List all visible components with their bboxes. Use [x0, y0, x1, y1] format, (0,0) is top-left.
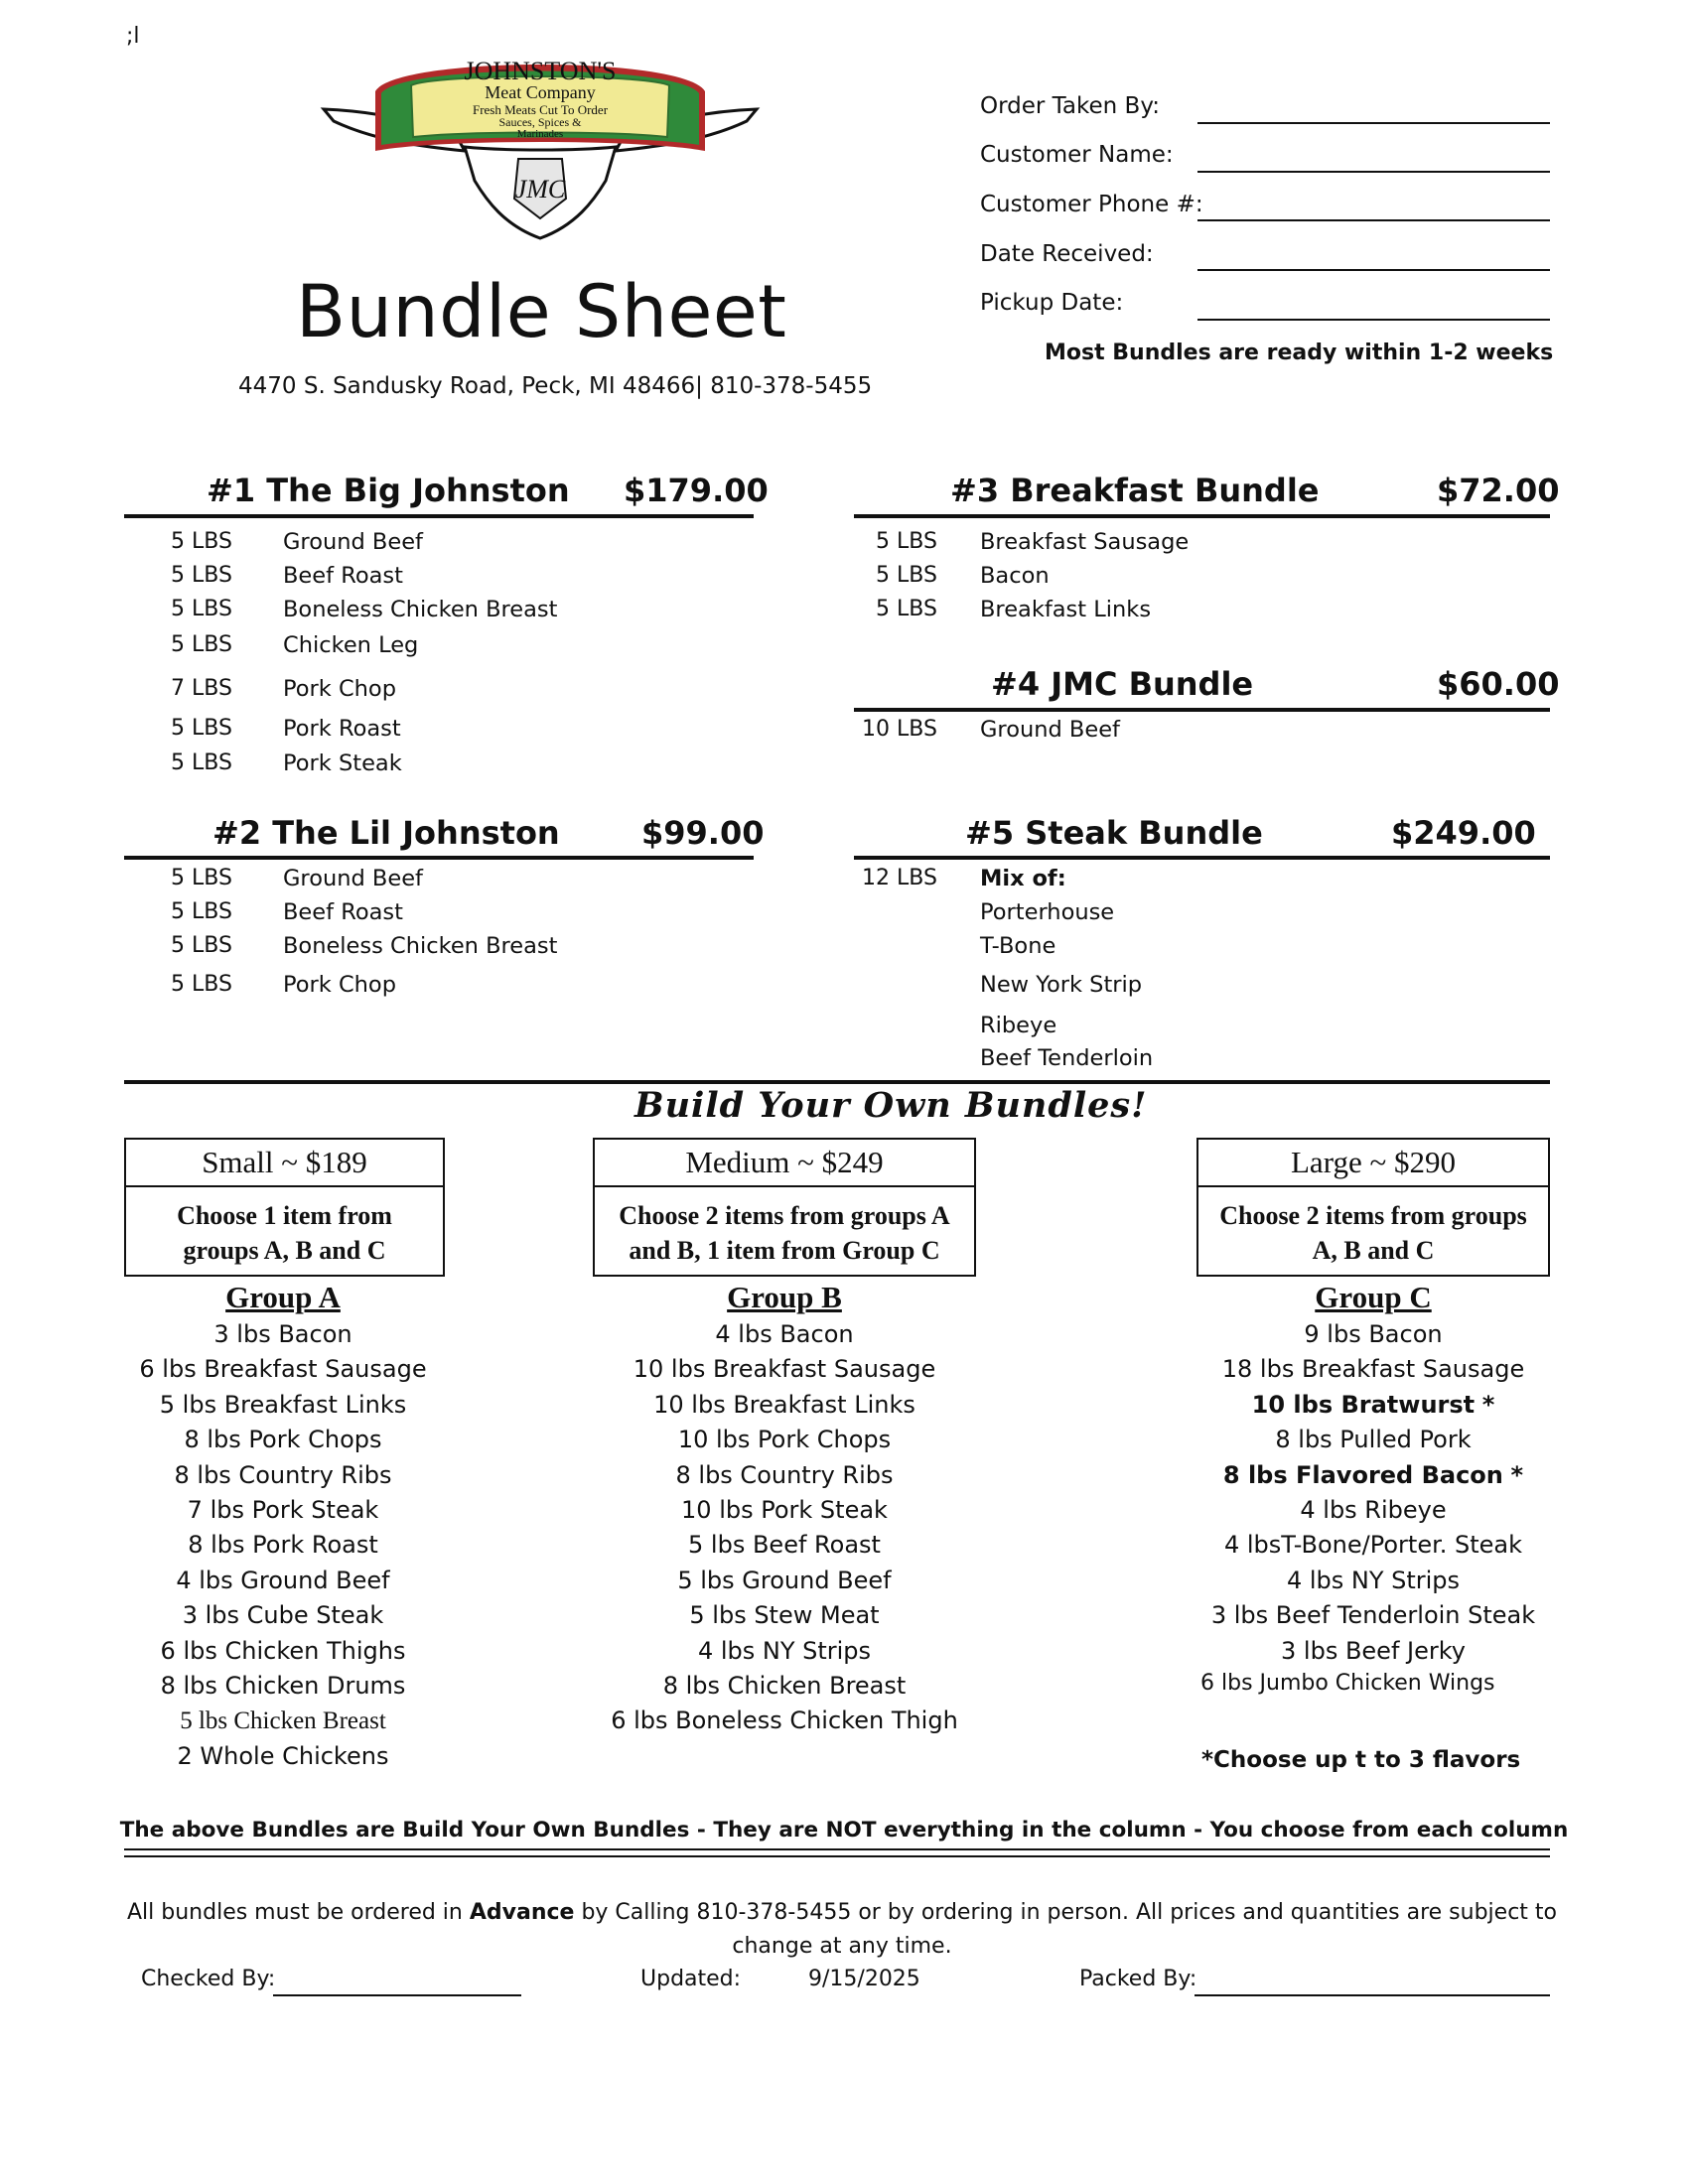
group-c-list [1185, 1317, 1562, 1699]
bundle-3-item: Breakfast Links [980, 597, 1152, 622]
checked-by-field[interactable] [273, 1994, 521, 1996]
group-b-list [586, 1317, 983, 1739]
logo-line-5: Marinades [516, 128, 564, 140]
size-small-rule [126, 1187, 443, 1268]
pickup-date-field[interactable] [1197, 319, 1550, 321]
bundle-1-name: #1 The Big Johnston [207, 472, 570, 509]
list-item: 8 lbs Chicken Drums [160, 1672, 406, 1701]
size-small-rule-line: Choose 1 item from [177, 1201, 392, 1230]
list-item-bold [1185, 1388, 1562, 1423]
bundle-3-qty: 5 LBS [876, 597, 937, 621]
bundle-2-item: Beef Roast [283, 899, 403, 925]
size-small-rule-line: groups A, B and C [183, 1236, 386, 1265]
pickup-date-label: Pickup Date: [980, 290, 1124, 316]
bundle-5-name: #5 Steak Bundle [965, 814, 1263, 852]
list-item-bold [1185, 1458, 1562, 1493]
list-item: 8 lbs Pork Chops [184, 1426, 382, 1454]
list-item: 9 lbs Bacon [1304, 1320, 1443, 1348]
packed-by-field[interactable] [1195, 1994, 1550, 1996]
order-taken-by-field[interactable] [1197, 122, 1550, 124]
list-item: 4 lbsT-Bone/Porter. Steak [1223, 1531, 1523, 1560]
list-item: 5 lbs Stew Meat [689, 1601, 880, 1630]
double-rule-top [124, 1848, 1550, 1850]
bundle-5-item: Ribeye [980, 1013, 1057, 1038]
page-title: Bundle Sheet [296, 270, 787, 354]
size-medium-box [593, 1138, 976, 1277]
section-divider [124, 1080, 1550, 1084]
updated-label: Updated: [640, 1967, 742, 1991]
bundle-2-item: Pork Chop [283, 972, 396, 998]
ready-note: Most Bundles are ready within 1-2 weeks [1045, 341, 1554, 365]
bundle-3-qty: 5 LBS [876, 563, 937, 588]
list-item: 5 lbs Ground Beef [677, 1566, 892, 1594]
group-b-title: Group B [727, 1280, 842, 1314]
policy-text-1: All bundles must be ordered in [127, 1900, 470, 1925]
bundle-3-rule [854, 514, 1550, 518]
flavor-asterisk: * [1510, 1460, 1524, 1489]
list-item: 2 Whole Chickens [177, 1741, 389, 1770]
list-item: 5 lbs Beef Roast [688, 1531, 881, 1560]
bundle-1-rule [124, 514, 754, 518]
list-item: 8 lbs Country Ribs [174, 1460, 392, 1489]
bundle-3-item: Bacon [980, 563, 1050, 589]
bundle-1-item: Ground Beef [283, 529, 423, 555]
bundle-3-item: Breakfast Sausage [980, 529, 1190, 555]
bundle-2-price: $99.00 [641, 814, 765, 852]
bundle-1-qty: 5 LBS [171, 716, 232, 741]
policy-advance: Advance [469, 1900, 575, 1925]
size-medium-rule-line: and B, 1 item from Group C [629, 1236, 940, 1265]
bundle-2-rule [124, 856, 754, 860]
bundle-2-qty: 5 LBS [171, 972, 232, 997]
customer-name-label: Customer Name: [980, 142, 1174, 168]
bundle-2-item: Boneless Chicken Breast [283, 933, 558, 959]
bundle-1-item: Pork Roast [283, 716, 401, 742]
size-medium-name: Medium ~ $249 [595, 1140, 974, 1187]
bundle-2-qty: 5 LBS [171, 866, 232, 890]
double-rule-bottom [124, 1855, 1550, 1857]
list-item: 6 lbs Jumbo Chicken Wings [1200, 1671, 1495, 1697]
list-item: 3 lbs Beef Jerky [1281, 1636, 1466, 1665]
size-medium-rule [595, 1187, 974, 1268]
flavor-footnote: *Choose up t to 3 flavors [1201, 1747, 1521, 1773]
bundle-3-qty: 5 LBS [876, 529, 937, 554]
list-item: 8 lbs Country Ribs [675, 1460, 894, 1489]
bundle-4-item: Ground Beef [980, 717, 1120, 743]
bundle-1-item: Pork Chop [283, 676, 396, 702]
list-item: 10 lbs Pork Steak [681, 1496, 888, 1525]
size-large-rule [1198, 1187, 1548, 1268]
bundle-1-qty: 5 LBS [171, 751, 232, 775]
customer-phone-label: Customer Phone #: [980, 192, 1203, 217]
bundle-4-name: #4 JMC Bundle [991, 665, 1254, 703]
bundle-5-qty: 12 LBS [862, 866, 937, 890]
size-large-name: Large ~ $290 [1198, 1140, 1548, 1187]
bundle-4-rule [854, 708, 1550, 712]
size-small-box [124, 1138, 445, 1277]
list-item: 6 lbs Chicken Thighs [160, 1636, 406, 1665]
bundle-1-qty: 5 LBS [171, 632, 232, 657]
corner-mark: ;l [126, 24, 140, 49]
bundle-1-price: $179.00 [624, 472, 769, 509]
list-item: 4 lbs NY Strips [697, 1636, 872, 1665]
bundle-5-item: T-Bone [980, 933, 1056, 959]
customer-name-field[interactable] [1197, 171, 1550, 173]
ordering-policy [127, 1896, 1557, 1964]
bundle-5-item: Beef Tenderloin [980, 1045, 1154, 1071]
list-item: 7 lbs Pork Steak [187, 1496, 379, 1525]
list-item: 4 lbs Ground Beef [176, 1566, 390, 1594]
bundle-1-qty: 5 LBS [171, 563, 232, 588]
list-item: 8 lbs Pork Roast [188, 1531, 378, 1560]
size-medium-rule-line: Choose 2 items from groups A [619, 1201, 950, 1230]
size-large-rule-line: Choose 2 items from groups [1219, 1201, 1527, 1230]
date-received-label: Date Received: [980, 241, 1154, 267]
list-item: 6 lbs Breakfast Sausage [139, 1355, 427, 1384]
updated-date: 9/15/2025 [808, 1967, 920, 1991]
list-item: 8 lbs Pulled Pork [1275, 1426, 1472, 1454]
flavor-asterisk: * [1481, 1390, 1495, 1419]
order-taken-by-label: Order Taken By: [980, 93, 1161, 119]
logo-line-2: Meat Company [485, 82, 596, 102]
list-item: 10 lbs Pork Chops [677, 1426, 892, 1454]
size-large-box [1196, 1138, 1550, 1277]
list-item: 3 lbs Bacon [213, 1320, 352, 1348]
list-item: 4 lbs NY Strips [1286, 1566, 1461, 1594]
packed-by-label: Packed By: [1079, 1967, 1197, 1991]
bundle-1-item: Boneless Chicken Breast [283, 597, 558, 622]
bundle-5-item: Porterhouse [980, 899, 1115, 925]
list-item: 3 lbs Beef Tenderloin Steak [1210, 1601, 1536, 1630]
size-large-rule-line: A, B and C [1312, 1236, 1435, 1265]
bundle-2-qty: 5 LBS [171, 899, 232, 924]
list-item: 5 lbs Chicken Breast [180, 1707, 386, 1735]
date-received-field[interactable] [1197, 269, 1550, 271]
bundle-5-price: $249.00 [1391, 814, 1536, 852]
list-item: 4 lbs Ribeye [1300, 1496, 1447, 1525]
bratwurst-label: 10 lbs Bratwurst [1251, 1390, 1476, 1419]
bundle-1-item: Chicken Leg [283, 632, 419, 658]
group-c-title: Group C [1315, 1280, 1432, 1314]
bundle-5-mix-label: Mix of: [980, 866, 1066, 891]
bundle-1-item: Beef Roast [283, 563, 403, 589]
list-item: 6 lbs Boneless Chicken Thigh [611, 1706, 958, 1735]
bundle-1-qty: 5 LBS [171, 597, 232, 621]
list-item: 3 lbs Cube Steak [182, 1601, 384, 1630]
bundle-3-name: #3 Breakfast Bundle [950, 472, 1320, 509]
customer-phone-field[interactable] [1197, 219, 1550, 221]
bundle-4-qty: 10 LBS [862, 717, 937, 742]
list-item: 5 lbs Breakfast Links [159, 1390, 407, 1419]
size-small-name: Small ~ $189 [126, 1140, 443, 1187]
group-a-list [109, 1317, 457, 1774]
bundle-1-qty: 7 LBS [171, 676, 232, 701]
company-logo [316, 52, 765, 250]
logo-line-3: Fresh Meats Cut To Order [472, 102, 609, 117]
bundle-4-price: $60.00 [1437, 665, 1560, 703]
list-item: 8 lbs Chicken Breast [662, 1672, 907, 1701]
bundle-2-name: #2 The Lil Johnston [212, 814, 560, 852]
bundle-2-qty: 5 LBS [171, 933, 232, 958]
bundle-1-qty: 5 LBS [171, 529, 232, 554]
list-item: 4 lbs Bacon [715, 1320, 854, 1348]
flavored-bacon-label: 8 lbs Flavored Bacon [1222, 1460, 1503, 1489]
store-address: 4470 S. Sandusky Road, Peck, MI 48466| 810-378-5455 [238, 373, 873, 399]
logo-monogram: JMC [514, 175, 566, 204]
list-item: 10 lbs Breakfast Sausage [633, 1355, 936, 1384]
policy-text-2: by Calling 810-378-5455 or by ordering in person. All prices and quantities are subject to change at any time. [574, 1900, 1557, 1959]
bundle-3-price: $72.00 [1437, 472, 1560, 509]
bundle-5-item: New York Strip [980, 972, 1143, 998]
checked-by-label: Checked By: [141, 1967, 276, 1991]
list-item: 18 lbs Breakfast Sausage [1221, 1355, 1525, 1384]
bundle-2-item: Ground Beef [283, 866, 423, 891]
logo-line-1: JOHNSTON'S [464, 57, 617, 85]
byo-notice: The above Bundles are Build Your Own Bundles - They are NOT everything in the column - You choose from each column [119, 1818, 1569, 1843]
build-your-own-title: Build Your Own Bundles! [634, 1085, 1148, 1126]
logo-line-4: Sauces, Spices & [498, 115, 582, 129]
group-a-title: Group A [225, 1280, 341, 1314]
bundle-1-item: Pork Steak [283, 751, 402, 776]
list-item: 10 lbs Breakfast Links [653, 1390, 915, 1419]
bundle-5-rule [854, 856, 1550, 860]
